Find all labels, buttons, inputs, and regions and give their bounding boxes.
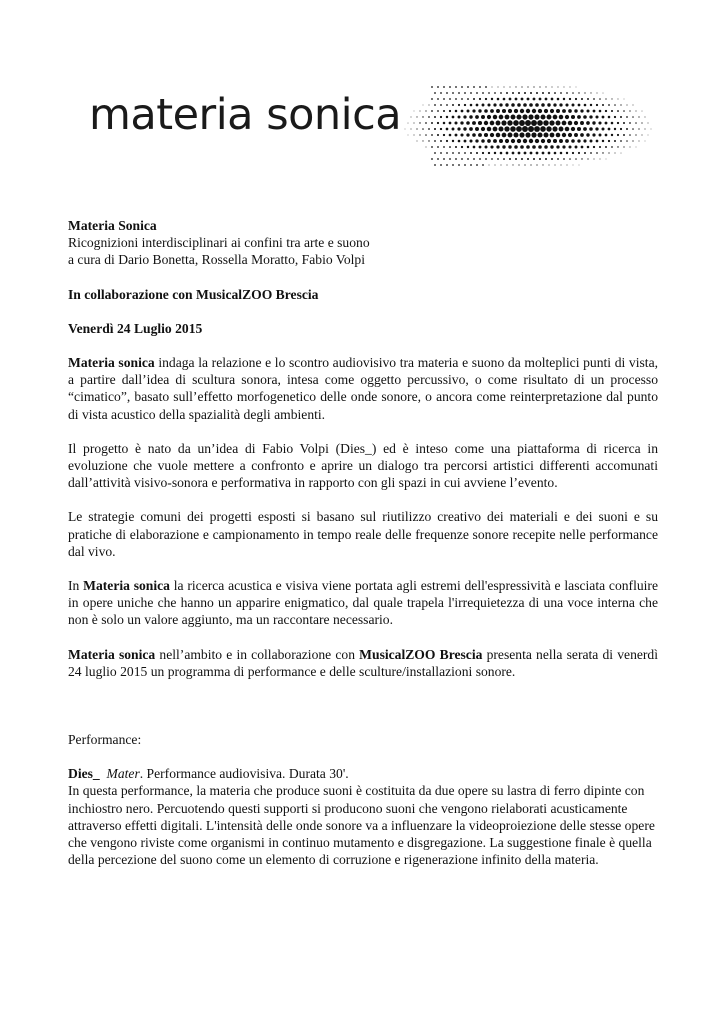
paragraph-project: Il progetto è nato da un’idea di Fabio Volpi (Dies_) ed è inteso come una piattaforma di ricerca in evoluzione che vuole mettere a confronto e aprire un dialogo tra percorsi artistici differenti accomunati dall’attività visivo-sonora e performativa in rapporto con gli spazi in cui avviene l’evento. (68, 440, 658, 491)
performance-description: In questa performance, la materia che produce suoni è costituita da due opere su lastra di ferro dipinte con inchiostro nero. Percuotendo questi supporti si producono suoni che vengono rielaborati acusticamente attraverso effetti digitali. L'intensità delle onde sonore va a influenzare la videoproiezione delle stesse opere che vengono riviste come organismi in continuo mutamento e disgregazione. La suggestione finale è quella della percezione del suono come un elemento di corruzione e rigenerazione infinito della materia. (68, 783, 655, 868)
doc-title: Materia Sonica (68, 218, 157, 233)
paragraph-text: indaga la relazione e lo scontro audiovisivo tra materia e suono da molteplici punti di vista, a partire dall’idea di scultura sonora, intesa come oggetto percussivo, o come risultato di un processo “cimatico”, basato sull’effetto morfogenetico delle onde sonore, o ancora come reinterpretazione dal punto di vista acustico della spazialità degli ambienti. (68, 355, 659, 422)
paragraph-strategies: Le strategie comuni dei progetti esposti si basano sul riutilizzo creativo dei materiali e dei suoni e su pratiche di elaborazione e campionamento in tempo reale delle frequenze sonore recepite nelle performance dal vivo. (68, 509, 658, 559)
doc-subtitle: Ricognizioni interdisciplinari ai confini tra arte e suono (68, 235, 370, 251)
bold-lead: Materia sonica (83, 578, 170, 594)
performance-entry (68, 765, 658, 782)
doc-curators: a cura di Dario Bonetta, Rossella Moratto, Fabio Volpi (68, 252, 366, 268)
bold-lead: Materia sonica (68, 646, 156, 662)
paragraph-text: presenta nella serata di venerdì 24 luglio 2015 un programma di performance e delle sculture/installazioni sonore. (68, 646, 659, 679)
logo-text: materia sonica (89, 90, 402, 140)
performance-details: . Performance audiovisiva. Durata 30'. (139, 766, 349, 782)
paragraph-intro (68, 354, 658, 423)
press-release-body (68, 217, 658, 868)
header-banner (69, 84, 656, 168)
performance-work-title: Mater (106, 766, 140, 782)
collaboration-line: In collaborazione con MusicalZOO Brescia (68, 286, 319, 302)
paragraph-text: la ricerca acustica e visiva viene portata agli estremi dell'espressività e lasciata confluire in opere uniche che hanno un apparire enigmatico, dal quale trapela l'irrequietezza di una voce interna che non è solo un valore aggiunto, ma un raccontare necessario. (68, 578, 658, 628)
paragraph-text-pre: In (68, 578, 84, 594)
bold-partner: MusicalZOO Brescia (359, 646, 483, 662)
bold-lead: Materia sonica (68, 355, 155, 371)
paragraph-research (68, 577, 658, 629)
performance-artist: Dies_ (68, 766, 100, 782)
paragraph-text-mid: nell’ambito e in collaborazione con (155, 646, 360, 662)
paragraph-program (68, 646, 658, 680)
event-date: Venerdì 24 Luglio 2015 (68, 320, 203, 336)
performance-heading: Performance: (68, 732, 142, 748)
